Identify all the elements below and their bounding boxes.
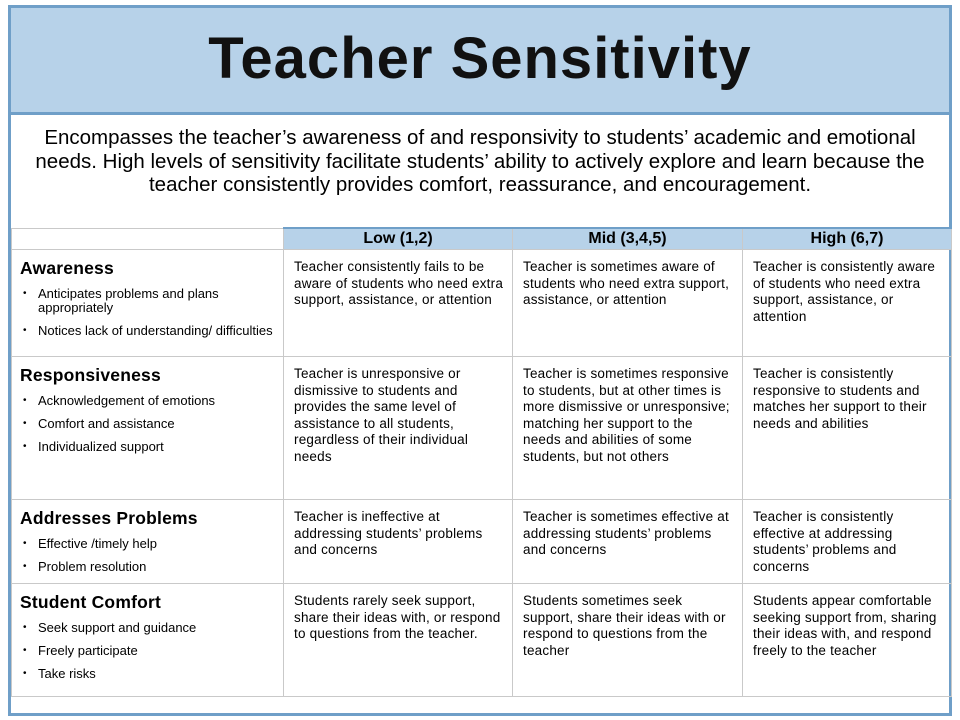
low-description: Teacher is ineffective at addressing students’ problems and concerns [284,500,513,584]
indicator-item: • Individualized support [20,440,277,454]
table-row [12,500,952,584]
indicator-item: • Anticipates problems and plans appropriately [20,287,277,315]
column-header-high: High (6,7) [743,228,952,250]
column-header-mid: Mid (3,4,5) [513,228,743,250]
mid-description: Teacher is sometimes responsive to students, but at other times is more dismissive or unresponsive; matching her support to the needs and abilities of some students, but not others [513,357,743,500]
mid-description: Students sometimes seek support, share their ideas with or respond to questions from the teacher [513,584,743,697]
indicator-item: • Effective /timely help [20,537,277,551]
header-blank-cell [12,228,284,250]
mid-description: Teacher is sometimes aware of students who need extra support, assistance, or attention [513,250,743,357]
column-header-low: Low (1,2) [284,228,513,250]
indicator-item: • Acknowledgement of emotions [20,394,277,408]
table-row [12,357,952,500]
mid-description: Teacher is sometimes effective at addressing students’ problems and concerns [513,500,743,584]
low-description: Teacher is unresponsive or dismissive to students and provides the same level of assistance to all students, regardless of their individual needs [284,357,513,500]
header-row [12,228,952,250]
slide [8,5,952,716]
dimension-name: Awareness [20,258,114,278]
indicator-list [20,287,277,338]
indicator-list [20,621,277,681]
table-row [12,584,952,697]
indicator-item: • Take risks [20,667,277,681]
low-description: Teacher consistently fails to be aware of students who need extra support, assistance, or attention [284,250,513,357]
dimension-cell [12,250,284,357]
indicator-list [20,394,277,454]
indicator-item: • Seek support and guidance [20,621,277,635]
dimension-name: Addresses Problems [20,508,198,528]
indicator-list [20,537,277,574]
dimension-cell [12,500,284,584]
dimension-cell [12,357,284,500]
page-title: Teacher Sensitivity [208,25,752,91]
high-description: Teacher is consistently responsive to students and matches her support to their needs and abilities [743,357,952,500]
title-bar [11,8,949,115]
indicator-item: • Problem resolution [20,560,277,574]
high-description: Teacher is consistently effective at addressing students’ problems and concerns [743,500,952,584]
description-text: Encompasses the teacher’s awareness of and responsivity to students’ academic and emotional needs. High levels of sensitivity facilitate students’ ability to actively explore and learn because the teacher consistently provides comfort, reassurance, and encouragement. [35,126,925,196]
dimension-name: Responsiveness [20,365,161,385]
rubric-table [11,227,952,697]
high-description: Teacher is consistently aware of students who need extra support, assistance, or attention [743,250,952,357]
dimension-cell [12,584,284,697]
low-description: Students rarely seek support, share their ideas with, or respond to questions from the teacher. [284,584,513,697]
indicator-item: • Notices lack of understanding/ difficulties [20,324,277,338]
high-description: Students appear comfortable seeking support from, sharing their ideas with, and respond freely to the teacher [743,584,952,697]
table-row [12,250,952,357]
dimension-name: Student Comfort [20,592,162,612]
indicator-item: • Freely participate [20,644,277,658]
indicator-item: • Comfort and assistance [20,417,277,431]
